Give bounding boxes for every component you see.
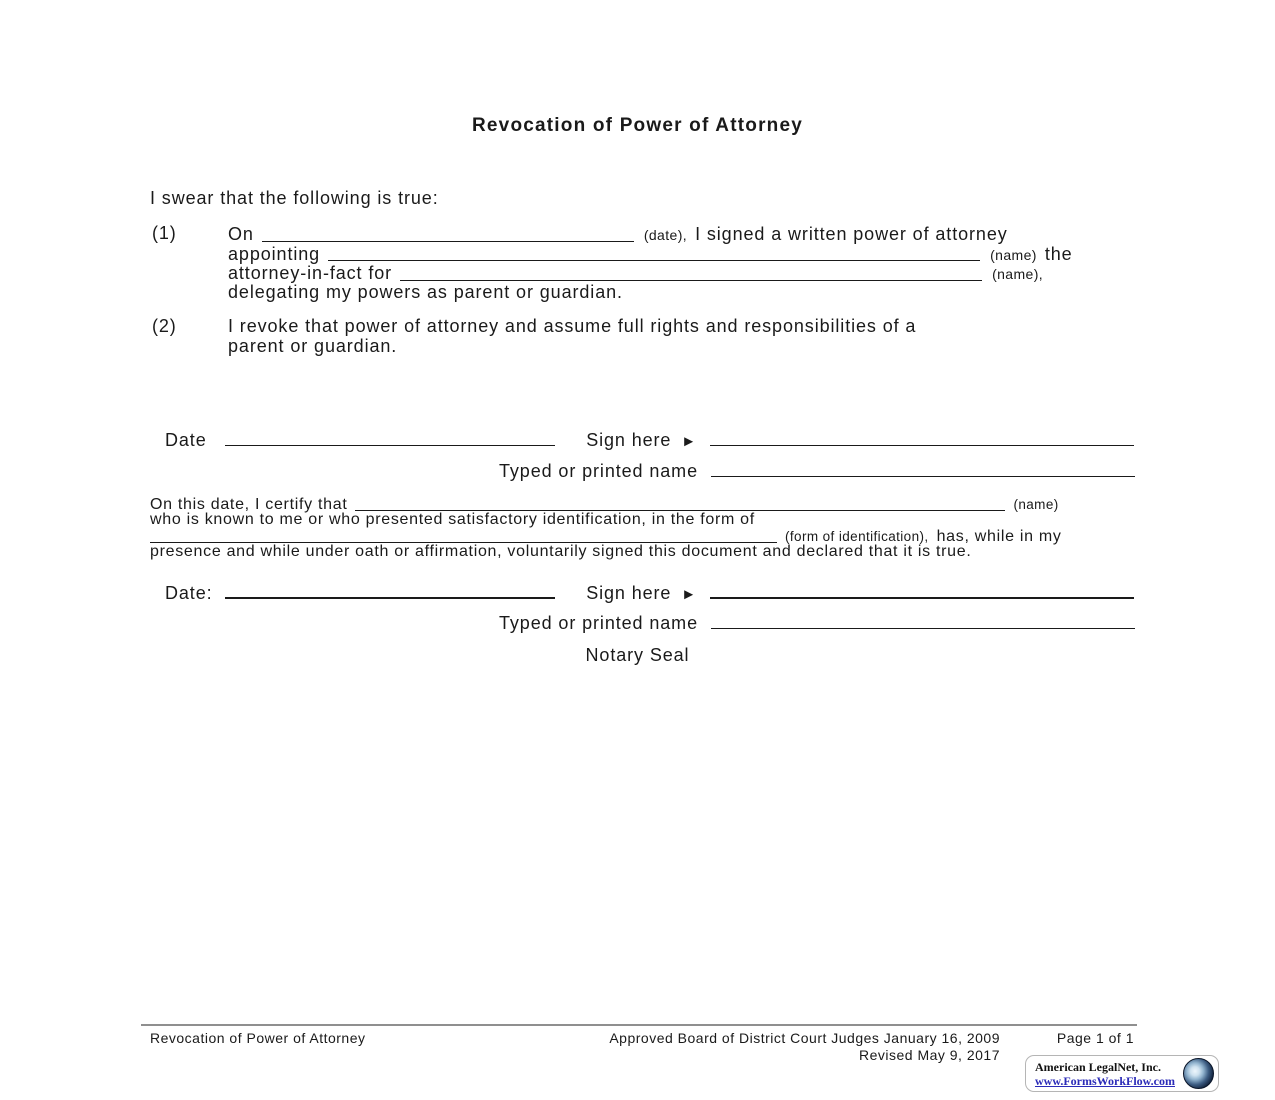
item-1-body	[228, 224, 1137, 302]
item-2-line-2: parent or guardian.	[228, 335, 398, 356]
notary-seal-label: Notary Seal	[585, 645, 690, 665]
item-1-line-2-continuation: the	[1044, 243, 1073, 264]
item-2	[152, 317, 1137, 356]
signature-row-2	[150, 583, 1135, 601]
date-label: Date	[165, 430, 207, 450]
logo-text-block	[1035, 1060, 1183, 1088]
item-2-line-1: I revoke that power of attorney and assume full rights and responsibilities of a	[228, 316, 917, 336]
name-field-label: (name)	[990, 246, 1037, 263]
sign-here-arrow-icon: ►	[681, 433, 697, 450]
notary-name-field-label: (name)	[1013, 497, 1059, 512]
notary-line-1	[150, 496, 1135, 512]
item-1-line-2-text: appointing	[228, 243, 321, 264]
notary-date-label: Date:	[165, 583, 213, 603]
item-1-number: (1)	[152, 223, 177, 243]
item-1-line-3	[228, 263, 1137, 283]
american-legalnet-logo	[1025, 1055, 1219, 1092]
sign-here-label-1	[555, 430, 697, 451]
sign-here-label-2	[555, 583, 697, 604]
item-1-line-3-text: attorney-in-fact for	[228, 263, 393, 283]
signature-blank-1	[710, 445, 1134, 446]
footer-revised-line: Revised May 9, 2017	[858, 1047, 1000, 1063]
page-title: Revocation of Power of Attorney	[471, 115, 804, 136]
date-signature-blank-2	[225, 597, 555, 599]
signature-row-1	[150, 430, 1135, 448]
typed-name-blank-2	[711, 628, 1135, 629]
item-2-number: (2)	[152, 316, 177, 336]
notary-line-3-continuation: has, while in my	[936, 528, 1062, 545]
notary-line-1-text: On this date, I certify that	[150, 496, 348, 513]
typed-name-label-1: Typed or printed name	[498, 461, 698, 481]
appointee-name-blank-line	[328, 260, 980, 261]
typed-name-row-1	[150, 461, 1135, 479]
typed-name-label-2: Typed or printed name	[498, 613, 698, 633]
item-1-line-1	[228, 224, 1137, 244]
notary-certification	[150, 496, 1135, 560]
identification-field-label: (form of identification),	[785, 529, 929, 544]
intro-statement: I swear that the following is true:	[150, 188, 439, 208]
date-blank-line	[262, 241, 634, 242]
date-field-label: (date),	[643, 227, 688, 243]
notary-line-4: presence and while under oath or affirmation, voluntarily signed this document and declared that it is true.	[150, 543, 972, 560]
notary-line-2: who is known to me or who presented satisfactory identification, in the form of	[150, 511, 755, 528]
item-1-line-1-text: On	[228, 224, 254, 244]
logo-company-name: American LegalNet, Inc.	[1035, 1059, 1161, 1074]
footer-approval-info	[555, 1030, 1000, 1064]
footer-document-title: Revocation of Power of Attorney	[150, 1030, 366, 1046]
name-field-label-2: (name),	[992, 266, 1044, 282]
item-1-line-2	[228, 244, 1137, 264]
item-2-body	[228, 317, 1137, 356]
sign-here-text-2: Sign here	[586, 583, 672, 603]
notary-line-3	[150, 528, 1135, 544]
globe-icon	[1183, 1058, 1214, 1089]
principal-name-blank-line	[400, 280, 982, 281]
sign-here-arrow-icon-2: ►	[681, 586, 697, 603]
item-1	[152, 224, 1137, 302]
page-number: Page 1 of 1	[1056, 1030, 1134, 1046]
sign-here-text-1: Sign here	[586, 430, 672, 450]
item-1-line-4: delegating my powers as parent or guardian.	[228, 281, 623, 302]
typed-name-row-2	[150, 613, 1135, 631]
item-1-line-1-continuation: I signed a written power of attorney	[695, 224, 1008, 244]
formsworkflow-link[interactable]: www.FormsWorkFlow.com	[1035, 1073, 1175, 1088]
typed-name-blank-1	[711, 476, 1135, 477]
footer-approved-line: Approved Board of District Court Judges January 16, 2009	[609, 1030, 1000, 1046]
signature-blank-2	[710, 597, 1134, 599]
date-signature-blank-1	[225, 445, 555, 446]
footer-divider	[141, 1024, 1137, 1026]
